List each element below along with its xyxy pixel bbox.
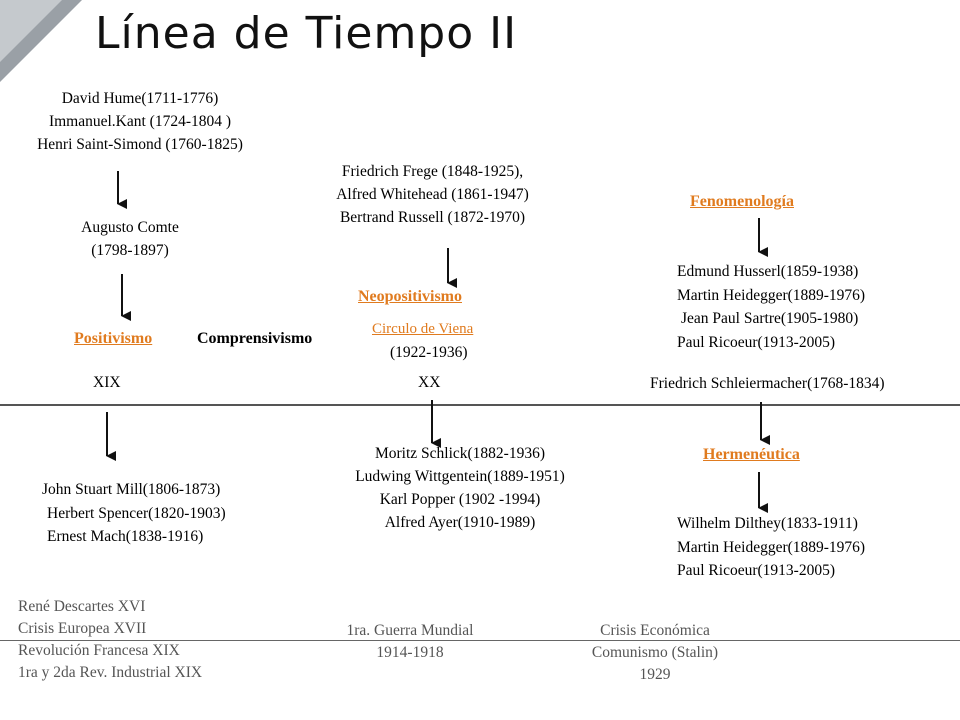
list-item: Herbert Spencer(1820-1903) bbox=[47, 504, 226, 522]
positivismo-link[interactable]: Positivismo bbox=[74, 330, 153, 347]
list-item: Wilhelm Dilthey(1833-1911) bbox=[677, 515, 858, 532]
list-item: Crisis Económica bbox=[600, 622, 710, 639]
list-item: Immanuel.Kant (1724-1804 ) bbox=[48, 113, 232, 130]
list-item: David Hume(1711-1776) bbox=[61, 90, 219, 107]
list-item: Bertrand Russell (1872-1970) bbox=[339, 209, 526, 226]
list-item: Henri Saint-Simond (1760-1825) bbox=[37, 136, 243, 153]
list-item: Alfred Whitehead (1861-1947) bbox=[336, 186, 529, 203]
list-item: Paul Ricoeur(1913-2005) bbox=[677, 562, 835, 579]
list-item: Jean Paul Sartre(1905-1980) bbox=[681, 310, 859, 327]
list-item: René Descartes XVI bbox=[18, 598, 146, 615]
list-item: 1929 bbox=[639, 666, 671, 683]
list-item: Paul Ricoeur(1913-2005) bbox=[677, 333, 835, 351]
list-item: Martin Heidegger(1889-1976) bbox=[677, 538, 866, 556]
neopositivismo-link[interactable]: Neopositivismo bbox=[358, 288, 462, 305]
list-item: 1914-1918 bbox=[376, 644, 444, 661]
list-item: Comunismo (Stalin) bbox=[591, 644, 719, 661]
schleiermacher-label: Friedrich Schleiermacher(1768-1834) bbox=[650, 375, 885, 392]
comte-name: Augusto Comte bbox=[81, 219, 179, 236]
list-item: 1ra. Guerra Mundial bbox=[346, 622, 474, 639]
hermeneutica-link[interactable]: Hermenéutica bbox=[703, 446, 800, 463]
comprensivismo-label: Comprensivismo bbox=[197, 330, 313, 347]
list-item: 1ra y 2da Rev. Industrial XIX bbox=[18, 664, 203, 681]
list-item: Ernest Mach(1838-1916) bbox=[47, 528, 204, 545]
fenomenologia-link[interactable]: Fenomenología bbox=[690, 193, 794, 210]
list-item: Alfred Ayer(1910-1989) bbox=[384, 514, 536, 531]
list-item: Crisis Europea XVII bbox=[18, 620, 147, 637]
circulo-years: (1922-1936) bbox=[390, 344, 468, 361]
page-title: Línea de Tiempo II bbox=[95, 8, 518, 59]
list-item: Ludwing Wittgentein(1889-1951) bbox=[355, 468, 565, 485]
list-item: Martin Heidegger(1889-1976) bbox=[677, 286, 866, 304]
list-item: Friedrich Frege (1848-1925), bbox=[341, 163, 524, 180]
list-item: John Stuart Mill(1806-1873) bbox=[42, 481, 221, 498]
comte-years: (1798-1897) bbox=[91, 242, 169, 259]
era-xx: XX bbox=[418, 374, 441, 391]
circulo-viena-link[interactable]: Circulo de Viena bbox=[372, 321, 474, 337]
era-xix: XIX bbox=[93, 374, 121, 391]
list-item: Revolución Francesa XIX bbox=[18, 642, 180, 659]
list-item: Edmund Husserl(1859-1938) bbox=[677, 263, 859, 280]
list-item: Moritz Schlick(1882-1936) bbox=[374, 445, 546, 462]
list-item: Karl Popper (1902 -1994) bbox=[379, 491, 541, 508]
